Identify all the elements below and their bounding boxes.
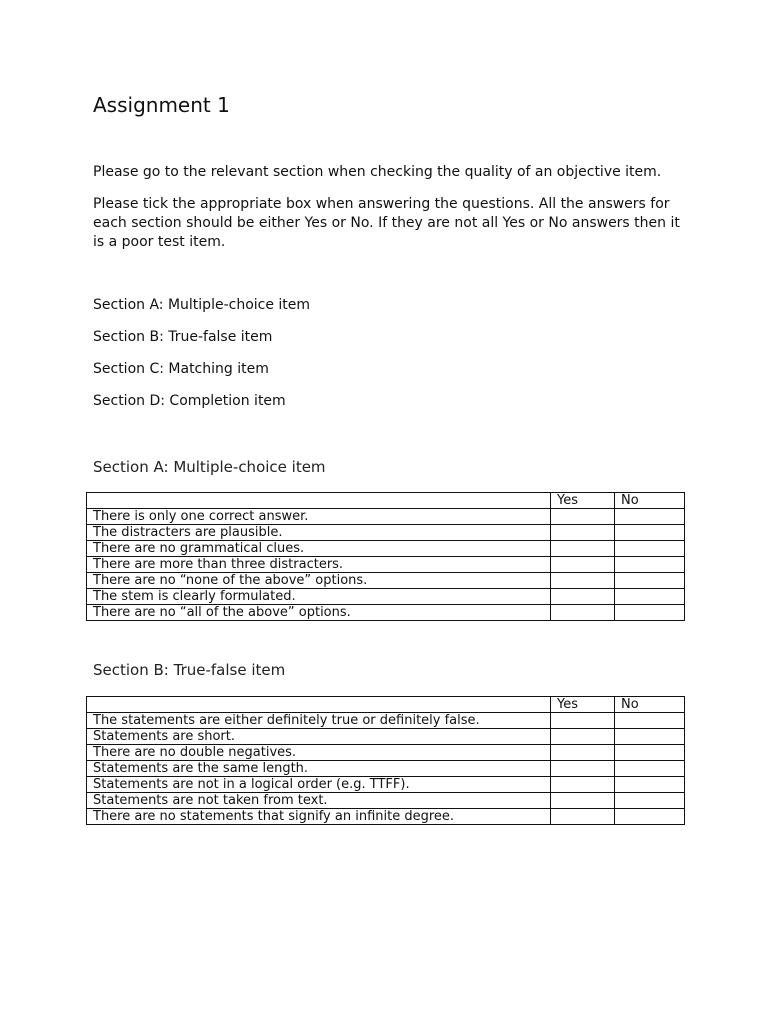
- statement-header-cell: [87, 697, 551, 713]
- statement-cell: Statements are not taken from text.: [87, 793, 551, 809]
- statement-header-cell: [87, 493, 551, 509]
- yes-checkbox-cell[interactable]: [551, 589, 615, 605]
- yes-checkbox-cell[interactable]: [551, 809, 615, 825]
- no-checkbox-cell[interactable]: [615, 573, 685, 589]
- yes-checkbox-cell[interactable]: [551, 573, 615, 589]
- table-row: [87, 761, 685, 777]
- statement-cell: There are no statements that signify an infinite degree.: [87, 809, 551, 825]
- no-checkbox-cell[interactable]: [615, 605, 685, 621]
- sections-list: [93, 296, 310, 424]
- table-row: [87, 525, 685, 541]
- no-checkbox-cell[interactable]: [615, 557, 685, 573]
- yes-checkbox-cell[interactable]: [551, 745, 615, 761]
- statement-cell: The stem is clearly formulated.: [87, 589, 551, 605]
- table-row: [87, 729, 685, 745]
- no-checkbox-cell[interactable]: [615, 713, 685, 729]
- intro-paragraph-2: Please tick the appropriate box when answering the questions. All the answers for each section should be either Yes or No. If they are not all Yes or No answers then it is a poor test item.: [93, 196, 680, 250]
- statement-cell: There are no grammatical clues.: [87, 541, 551, 557]
- statement-cell: The statements are either definitely true or definitely false.: [87, 713, 551, 729]
- no-checkbox-cell[interactable]: [615, 809, 685, 825]
- table-row: [87, 745, 685, 761]
- table-row: [87, 573, 685, 589]
- section-a-checklist-table: [86, 492, 685, 621]
- statement-cell: Statements are short.: [87, 729, 551, 745]
- no-checkbox-cell[interactable]: [615, 509, 685, 525]
- statement-cell: Statements are not in a logical order (e.g. TTFF).: [87, 777, 551, 793]
- yes-column-header: Yes: [551, 697, 615, 713]
- table-row: [87, 509, 685, 525]
- no-checkbox-cell[interactable]: [615, 525, 685, 541]
- yes-checkbox-cell[interactable]: [551, 713, 615, 729]
- table-row: [87, 793, 685, 809]
- table-row: [87, 605, 685, 621]
- no-column-header: No: [615, 697, 685, 713]
- sections-list-item: Section C: Matching item: [93, 361, 269, 377]
- statement-cell: There are no “all of the above” options.: [87, 605, 551, 621]
- page-title: Assignment 1: [93, 93, 230, 117]
- statement-cell: There are no “none of the above” options.: [87, 573, 551, 589]
- intro-paragraph-1: Please go to the relevant section when checking the quality of an objective item.: [93, 164, 662, 180]
- statement-cell: Statements are the same length.: [87, 761, 551, 777]
- no-checkbox-cell[interactable]: [615, 745, 685, 761]
- yes-checkbox-cell[interactable]: [551, 793, 615, 809]
- statement-cell: The distracters are plausible.: [87, 525, 551, 541]
- no-checkbox-cell[interactable]: [615, 761, 685, 777]
- yes-checkbox-cell[interactable]: [551, 557, 615, 573]
- table-row: [87, 809, 685, 825]
- no-checkbox-cell[interactable]: [615, 541, 685, 557]
- sections-list-item: Section A: Multiple-choice item: [93, 297, 311, 313]
- yes-checkbox-cell[interactable]: [551, 541, 615, 557]
- no-checkbox-cell[interactable]: [615, 777, 685, 793]
- yes-checkbox-cell[interactable]: [551, 729, 615, 745]
- table-header-row: [87, 697, 685, 713]
- table-row: [87, 589, 685, 605]
- no-column-header: No: [615, 493, 685, 509]
- table-row: [87, 541, 685, 557]
- yes-checkbox-cell[interactable]: [551, 605, 615, 621]
- section-b-checklist-table: [86, 696, 685, 825]
- yes-checkbox-cell[interactable]: [551, 509, 615, 525]
- section-b-heading: Section B: True-false item: [93, 661, 286, 679]
- no-checkbox-cell[interactable]: [615, 589, 685, 605]
- table-header-row: [87, 493, 685, 509]
- table-row: [87, 777, 685, 793]
- sections-list-item: Section B: True-false item: [93, 329, 273, 345]
- table-row: [87, 557, 685, 573]
- no-checkbox-cell[interactable]: [615, 793, 685, 809]
- sections-list-item: Section D: Completion item: [93, 393, 286, 409]
- yes-checkbox-cell[interactable]: [551, 777, 615, 793]
- statement-cell: There are no double negatives.: [87, 745, 551, 761]
- statement-cell: There are more than three distracters.: [87, 557, 551, 573]
- yes-checkbox-cell[interactable]: [551, 761, 615, 777]
- section-a-heading: Section A: Multiple-choice item: [93, 458, 326, 476]
- table-row: [87, 713, 685, 729]
- yes-checkbox-cell[interactable]: [551, 525, 615, 541]
- no-checkbox-cell[interactable]: [615, 729, 685, 745]
- statement-cell: There is only one correct answer.: [87, 509, 551, 525]
- yes-column-header: Yes: [551, 493, 615, 509]
